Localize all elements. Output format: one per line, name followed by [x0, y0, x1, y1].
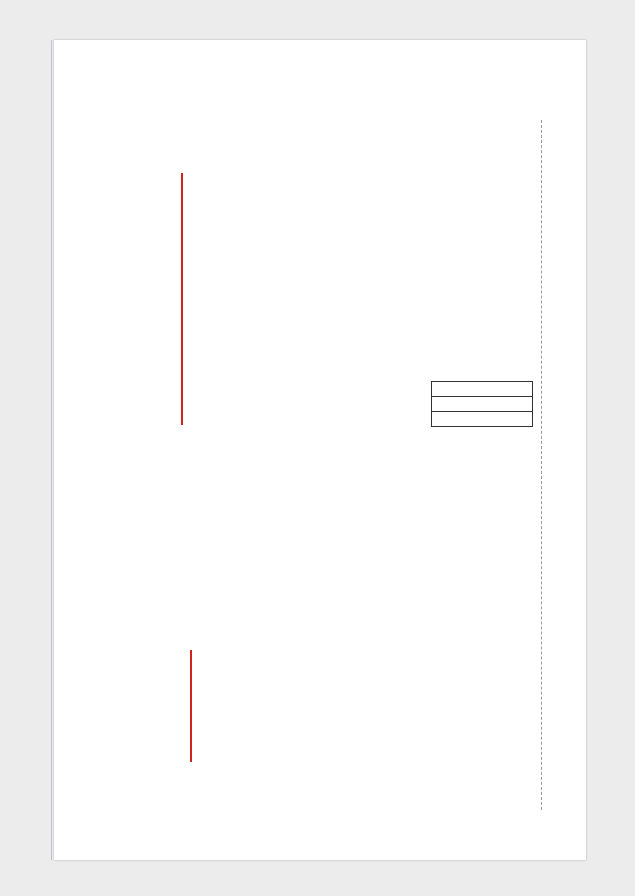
stamp-number	[432, 412, 532, 426]
binding-line	[541, 120, 542, 810]
stamp-company	[432, 382, 532, 397]
received-stamp	[431, 381, 533, 427]
highlight-mark-base	[181, 173, 183, 425]
stamp-date	[432, 397, 532, 412]
page-edge-line	[51, 40, 52, 860]
document-page	[54, 40, 586, 860]
highlight-mark-operating	[190, 650, 192, 762]
